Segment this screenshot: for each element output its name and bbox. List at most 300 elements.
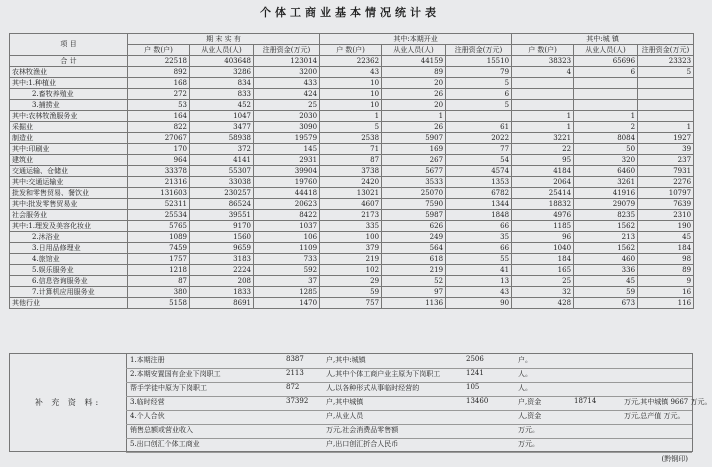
table-cell: 123014 (254, 56, 320, 67)
table-cell: 1927 (638, 133, 694, 144)
subheader: 注册资金(万元) (446, 45, 512, 56)
table-row (10, 89, 694, 100)
supplement-title: 补 充 资 料: (10, 354, 127, 451)
table-cell: 37 (254, 276, 320, 287)
supplement-field: 872 (286, 383, 300, 391)
table-cell: 8422 (254, 210, 320, 221)
table-cell: 35 (446, 232, 512, 243)
table-cell: 25 (512, 276, 574, 287)
table-cell: 165 (512, 265, 574, 276)
table-cell: 25 (254, 100, 320, 111)
table-cell: 2538 (320, 133, 382, 144)
table-cell: 592 (254, 265, 320, 276)
table-cell: 44159 (382, 56, 446, 67)
supplement-field: 8387 (286, 355, 304, 363)
table-cell: 9170 (190, 221, 254, 232)
table-row (10, 265, 694, 276)
table-cell: 428 (512, 298, 574, 309)
table-cell: 90 (446, 298, 512, 309)
table-cell: 169 (382, 144, 446, 155)
table-cell: 1562 (574, 243, 638, 254)
table-cell: 29079 (574, 199, 638, 210)
table-cell (512, 100, 574, 111)
table-cell: 6782 (446, 188, 512, 199)
table-cell: 10 (320, 89, 382, 100)
table-cell: 2030 (254, 111, 320, 122)
supplement-section (9, 353, 712, 452)
table-cell: 45 (574, 276, 638, 287)
table-cell: 43 (320, 67, 382, 78)
row-label: 其中:1.理发及美容化妆业 (10, 221, 128, 232)
supplement-field: 13460 (466, 397, 489, 405)
table-cell: 6460 (574, 166, 638, 177)
table-cell: 272 (128, 89, 190, 100)
table-cell: 16 (638, 287, 694, 298)
table-cell: 2224 (190, 265, 254, 276)
table-cell: 1185 (512, 221, 574, 232)
table-row (10, 188, 694, 199)
row-label: 其他行业 (10, 298, 128, 309)
table-cell: 190 (638, 221, 694, 232)
supplement-field: 1241 (466, 369, 484, 377)
row-label: 7.计算机应用服务业 (10, 287, 128, 298)
table-cell: 66 (446, 221, 512, 232)
table-cell: 18832 (512, 199, 574, 210)
table-cell: 1 (574, 111, 638, 122)
table-cell: 33378 (128, 166, 190, 177)
supplement-field: 5.出口创汇个体工商业 (130, 440, 200, 448)
supplement-line (126, 368, 692, 383)
table-cell: 1757 (128, 254, 190, 265)
table-cell: 757 (320, 298, 382, 309)
subheader: 从业人员(人) (574, 45, 638, 56)
supplement-field: 万元。 (518, 426, 539, 434)
table-cell: 79 (446, 67, 512, 78)
table-row (10, 287, 694, 298)
table-row (10, 111, 694, 122)
table-cell: 2276 (638, 177, 694, 188)
table-row (10, 221, 694, 232)
table-cell: 1 (512, 122, 574, 133)
supplement-line (126, 354, 692, 369)
table-cell: 25534 (128, 210, 190, 221)
table-cell: 52311 (128, 199, 190, 210)
table-cell: 5 (446, 78, 512, 89)
table-cell: 33038 (190, 177, 254, 188)
supplement-field: 1.本期注册 (130, 356, 165, 364)
table-row (10, 254, 694, 265)
table-cell: 1 (382, 111, 446, 122)
row-label: 5.娱乐服务业 (10, 265, 128, 276)
table-row (10, 210, 694, 221)
footer-stamp: (黔钢印) (661, 455, 688, 463)
table-cell: 320 (574, 155, 638, 166)
table-cell: 184 (638, 243, 694, 254)
table-cell: 21316 (128, 177, 190, 188)
page-title: 个体工商业基本情况统计表 (260, 6, 440, 19)
row-label: 4.旅馆业 (10, 254, 128, 265)
table-cell: 13 (446, 276, 512, 287)
supplement-field: 户,资金 (518, 398, 542, 406)
row-label: 2.沐浴业 (10, 232, 128, 243)
table-cell: 13021 (320, 188, 382, 199)
table-cell: 87 (320, 155, 382, 166)
supplement-field: 户。 (518, 356, 532, 364)
row-label: 6.信息咨询服务业 (10, 276, 128, 287)
table-cell: 170 (128, 144, 190, 155)
table-cell: 3261 (574, 177, 638, 188)
subheader: 从业人员(人) (382, 45, 446, 56)
supplement-field: 人,以各种形式从事临时经营的 (326, 384, 420, 392)
table-cell: 10 (320, 100, 382, 111)
table-cell: 5677 (382, 166, 446, 177)
table-cell: 964 (128, 155, 190, 166)
table-cell: 733 (254, 254, 320, 265)
table-cell: 372 (190, 144, 254, 155)
table-cell: 267 (382, 155, 446, 166)
row-label: 其中:交通运输业 (10, 177, 128, 188)
table-cell: 184 (512, 254, 574, 265)
table-cell: 22362 (320, 56, 382, 67)
table-cell (638, 78, 694, 89)
table-cell: 65696 (574, 56, 638, 67)
table-cell: 673 (574, 298, 638, 309)
supplement-field: 户,出口创汇折合人民币 (326, 440, 399, 448)
table-cell: 19760 (254, 177, 320, 188)
row-label: 其中:农林牧渔服务业 (10, 111, 128, 122)
table-row (10, 155, 694, 166)
table-cell: 39 (638, 144, 694, 155)
table-cell: 145 (254, 144, 320, 155)
supplement-field: 人,其中个体工商户业主原为下岗职工 (326, 370, 441, 378)
table-cell: 1344 (446, 199, 512, 210)
table-cell: 5 (446, 100, 512, 111)
supplement-field: 人。 (518, 384, 532, 392)
table-cell: 1037 (254, 221, 320, 232)
header-new-opened: 其中:本期开业 (320, 34, 512, 45)
table-cell: 1109 (254, 243, 320, 254)
table-cell: 55307 (190, 166, 254, 177)
table-cell: 22 (512, 144, 574, 155)
table-cell: 7931 (638, 166, 694, 177)
table-row (10, 177, 694, 188)
table-cell: 5158 (128, 298, 190, 309)
table-cell: 2420 (320, 177, 382, 188)
header-urban: 其中:城 镇 (512, 34, 694, 45)
table-cell: 6 (574, 67, 638, 78)
supplement-field: 37392 (286, 397, 309, 405)
table-cell: 4184 (512, 166, 574, 177)
table-cell: 5 (320, 122, 382, 133)
table-cell: 380 (128, 287, 190, 298)
table-row (10, 243, 694, 254)
row-label: 其中:印刷业 (10, 144, 128, 155)
table-cell: 53 (128, 100, 190, 111)
table-cell: 2064 (512, 177, 574, 188)
table-cell: 95 (512, 155, 574, 166)
table-cell: 4976 (512, 210, 574, 221)
supplement-field: 万元,社会消费品零售额 (326, 426, 399, 434)
table-row (10, 67, 694, 78)
supplement-field: 2506 (466, 355, 484, 363)
table-cell: 8691 (190, 298, 254, 309)
table-cell (446, 111, 512, 122)
table-cell: 3090 (254, 122, 320, 133)
supplement-field: 2113 (286, 369, 304, 377)
table-cell: 336 (574, 265, 638, 276)
table-cell: 4 (512, 67, 574, 78)
table-cell: 27067 (128, 133, 190, 144)
supplement-field: 18714 (574, 397, 597, 405)
table-cell: 1353 (446, 177, 512, 188)
table-cell: 208 (190, 276, 254, 287)
subheader: 从业人员(人) (190, 45, 254, 56)
table-cell: 58938 (190, 133, 254, 144)
table-cell: 5907 (382, 133, 446, 144)
table-cell: 1218 (128, 265, 190, 276)
table-cell: 219 (320, 254, 382, 265)
table-cell: 1 (320, 111, 382, 122)
table-cell: 460 (574, 254, 638, 265)
table-cell: 102 (320, 265, 382, 276)
table-cell: 237 (638, 155, 694, 166)
row-label: 交通运输、仓储业 (10, 166, 128, 177)
table-cell: 833 (190, 89, 254, 100)
table-cell: 7459 (128, 243, 190, 254)
table-cell: 433 (254, 78, 320, 89)
table-cell: 41916 (574, 188, 638, 199)
table-row (10, 232, 694, 243)
supplement-field: 2.本期安置国有企业下岗职工 (130, 370, 221, 378)
table-cell: 452 (190, 100, 254, 111)
table-cell: 2931 (254, 155, 320, 166)
stats-table (9, 33, 694, 309)
supplement-field: 万元,其中城镇 9667 万元。 (624, 398, 712, 406)
table-cell: 19579 (254, 133, 320, 144)
table-cell: 106 (254, 232, 320, 243)
table-cell: 4141 (190, 155, 254, 166)
table-cell: 403648 (190, 56, 254, 67)
table-cell: 1470 (254, 298, 320, 309)
table-cell: 2310 (638, 210, 694, 221)
table-cell: 3738 (320, 166, 382, 177)
subheader: 户 数(户) (128, 45, 190, 56)
supplement-field: 户,其中:城镇 (326, 356, 366, 364)
table-cell: 29 (320, 276, 382, 287)
table-cell (638, 111, 694, 122)
supplement-line (126, 438, 692, 453)
table-cell: 168 (128, 78, 190, 89)
subheader: 户 数(户) (320, 45, 382, 56)
table-cell: 1136 (382, 298, 446, 309)
table-cell: 2022 (446, 133, 512, 144)
supplement-field: 户,从业人员 (326, 412, 364, 420)
table-cell: 3477 (190, 122, 254, 133)
table-cell: 335 (320, 221, 382, 232)
table-cell: 10 (320, 78, 382, 89)
subheader: 注册资金(万元) (254, 45, 320, 56)
table-cell: 1040 (512, 243, 574, 254)
table-cell: 3221 (512, 133, 574, 144)
table-cell: 164 (128, 111, 190, 122)
table-cell: 1 (512, 111, 574, 122)
table-cell: 39551 (190, 210, 254, 221)
table-cell: 59 (574, 287, 638, 298)
supplement-field: 4.个人合伙 (130, 412, 165, 420)
row-label: 批发和零售贸易、餐饮业 (10, 188, 128, 199)
supplement-field: 万元,总产值 万元。 (624, 412, 685, 420)
table-cell: 7639 (638, 199, 694, 210)
table-cell (574, 78, 638, 89)
table-cell: 834 (190, 78, 254, 89)
table-cell: 20 (382, 78, 446, 89)
row-label: 其中:批发零售贸易业 (10, 199, 128, 210)
row-label: 3.日用品修理业 (10, 243, 128, 254)
table-cell: 89 (382, 67, 446, 78)
table-cell: 54 (446, 155, 512, 166)
table-cell: 52 (382, 276, 446, 287)
table-cell: 5765 (128, 221, 190, 232)
table-cell (638, 89, 694, 100)
table-cell: 892 (128, 67, 190, 78)
table-cell: 9 (638, 276, 694, 287)
table-cell: 45 (638, 232, 694, 243)
supplement-field: 户,其中城镇 (326, 398, 364, 406)
header-item: 项 目 (10, 34, 128, 56)
table-cell: 249 (382, 232, 446, 243)
table-row (10, 199, 694, 210)
table-cell: 97 (382, 287, 446, 298)
table-cell: 39904 (254, 166, 320, 177)
table-cell: 86524 (190, 199, 254, 210)
table-cell: 20 (382, 100, 446, 111)
table-row (10, 144, 694, 155)
table-cell: 23323 (638, 56, 694, 67)
table-cell: 424 (254, 89, 320, 100)
table-cell: 3183 (190, 254, 254, 265)
supplement-field: 帮手学徒中原为下岗职工 (130, 384, 207, 392)
table-cell: 89 (638, 265, 694, 276)
row-label: 合 计 (10, 56, 128, 67)
table-cell: 219 (382, 265, 446, 276)
table-cell: 55 (446, 254, 512, 265)
table-cell: 1089 (128, 232, 190, 243)
table-row (10, 100, 694, 111)
table-cell: 25070 (382, 188, 446, 199)
row-label: 2.畜牧养殖业 (10, 89, 128, 100)
table-cell: 50 (574, 144, 638, 155)
table-cell: 379 (320, 243, 382, 254)
table-cell: 44418 (254, 188, 320, 199)
table-cell: 4607 (320, 199, 382, 210)
table-cell: 3286 (190, 67, 254, 78)
table-cell: 1833 (190, 287, 254, 298)
table-cell: 131603 (128, 188, 190, 199)
table-cell: 26 (382, 89, 446, 100)
row-label: 采掘业 (10, 122, 128, 133)
table-cell (574, 89, 638, 100)
table-cell: 6 (446, 89, 512, 100)
table-cell: 2 (574, 122, 638, 133)
table-cell: 116 (638, 298, 694, 309)
header-period-end: 期 末 实 有 (128, 34, 320, 45)
table-cell: 8235 (574, 210, 638, 221)
table-cell: 77 (446, 144, 512, 155)
table-cell: 2173 (320, 210, 382, 221)
table-cell (512, 78, 574, 89)
table-cell: 230257 (190, 188, 254, 199)
table-cell: 4574 (446, 166, 512, 177)
table-cell: 15510 (446, 56, 512, 67)
supplement-field: 人。 (518, 370, 532, 378)
table-cell: 1562 (574, 221, 638, 232)
table-cell: 41 (446, 265, 512, 276)
row-label: 制造业 (10, 133, 128, 144)
table-cell (512, 89, 574, 100)
supplement-line (126, 382, 692, 397)
row-label: 3.捕捞业 (10, 100, 128, 111)
table-row (10, 166, 694, 177)
table-cell: 22518 (128, 56, 190, 67)
subheader: 注册资金(万元) (638, 45, 694, 56)
table-row (10, 122, 694, 133)
table-cell: 564 (382, 243, 446, 254)
supplement-field: 万元。 (518, 440, 539, 448)
table-cell: 61 (446, 122, 512, 133)
table-cell: 8084 (574, 133, 638, 144)
table-cell: 10797 (638, 188, 694, 199)
table-row (10, 276, 694, 287)
table-row (10, 56, 694, 67)
table-cell: 1848 (446, 210, 512, 221)
table-cell: 100 (320, 232, 382, 243)
supplement-line (126, 410, 692, 425)
table-cell: 5987 (382, 210, 446, 221)
table-cell: 25414 (512, 188, 574, 199)
table-cell: 822 (128, 122, 190, 133)
supplement-line (126, 396, 712, 411)
row-label: 社会服务业 (10, 210, 128, 221)
table-cell (638, 100, 694, 111)
table-cell: 1285 (254, 287, 320, 298)
supplement-field: 105 (466, 383, 480, 391)
table-cell: 1 (638, 122, 694, 133)
supplement-field: 人,资金 (518, 412, 542, 420)
table-cell: 87 (128, 276, 190, 287)
supplement-field: 3.临时经营 (130, 398, 165, 406)
table-cell: 9659 (190, 243, 254, 254)
row-label: 农林牧渔业 (10, 67, 128, 78)
table-cell: 32 (512, 287, 574, 298)
table-cell: 26 (382, 122, 446, 133)
table-cell: 66 (446, 243, 512, 254)
table-cell: 1047 (190, 111, 254, 122)
table-cell: 98 (638, 254, 694, 265)
subheader: 户 数(户) (512, 45, 574, 56)
table-cell: 43 (446, 287, 512, 298)
table-cell: 59 (320, 287, 382, 298)
table-cell: 71 (320, 144, 382, 155)
supplement-line (126, 424, 692, 439)
table-row (10, 133, 694, 144)
row-label: 建筑业 (10, 155, 128, 166)
table-cell: 1560 (190, 232, 254, 243)
table-cell: 5 (638, 67, 694, 78)
table-cell: 96 (512, 232, 574, 243)
table-cell: 626 (382, 221, 446, 232)
table-cell: 618 (382, 254, 446, 265)
table-cell: 213 (574, 232, 638, 243)
